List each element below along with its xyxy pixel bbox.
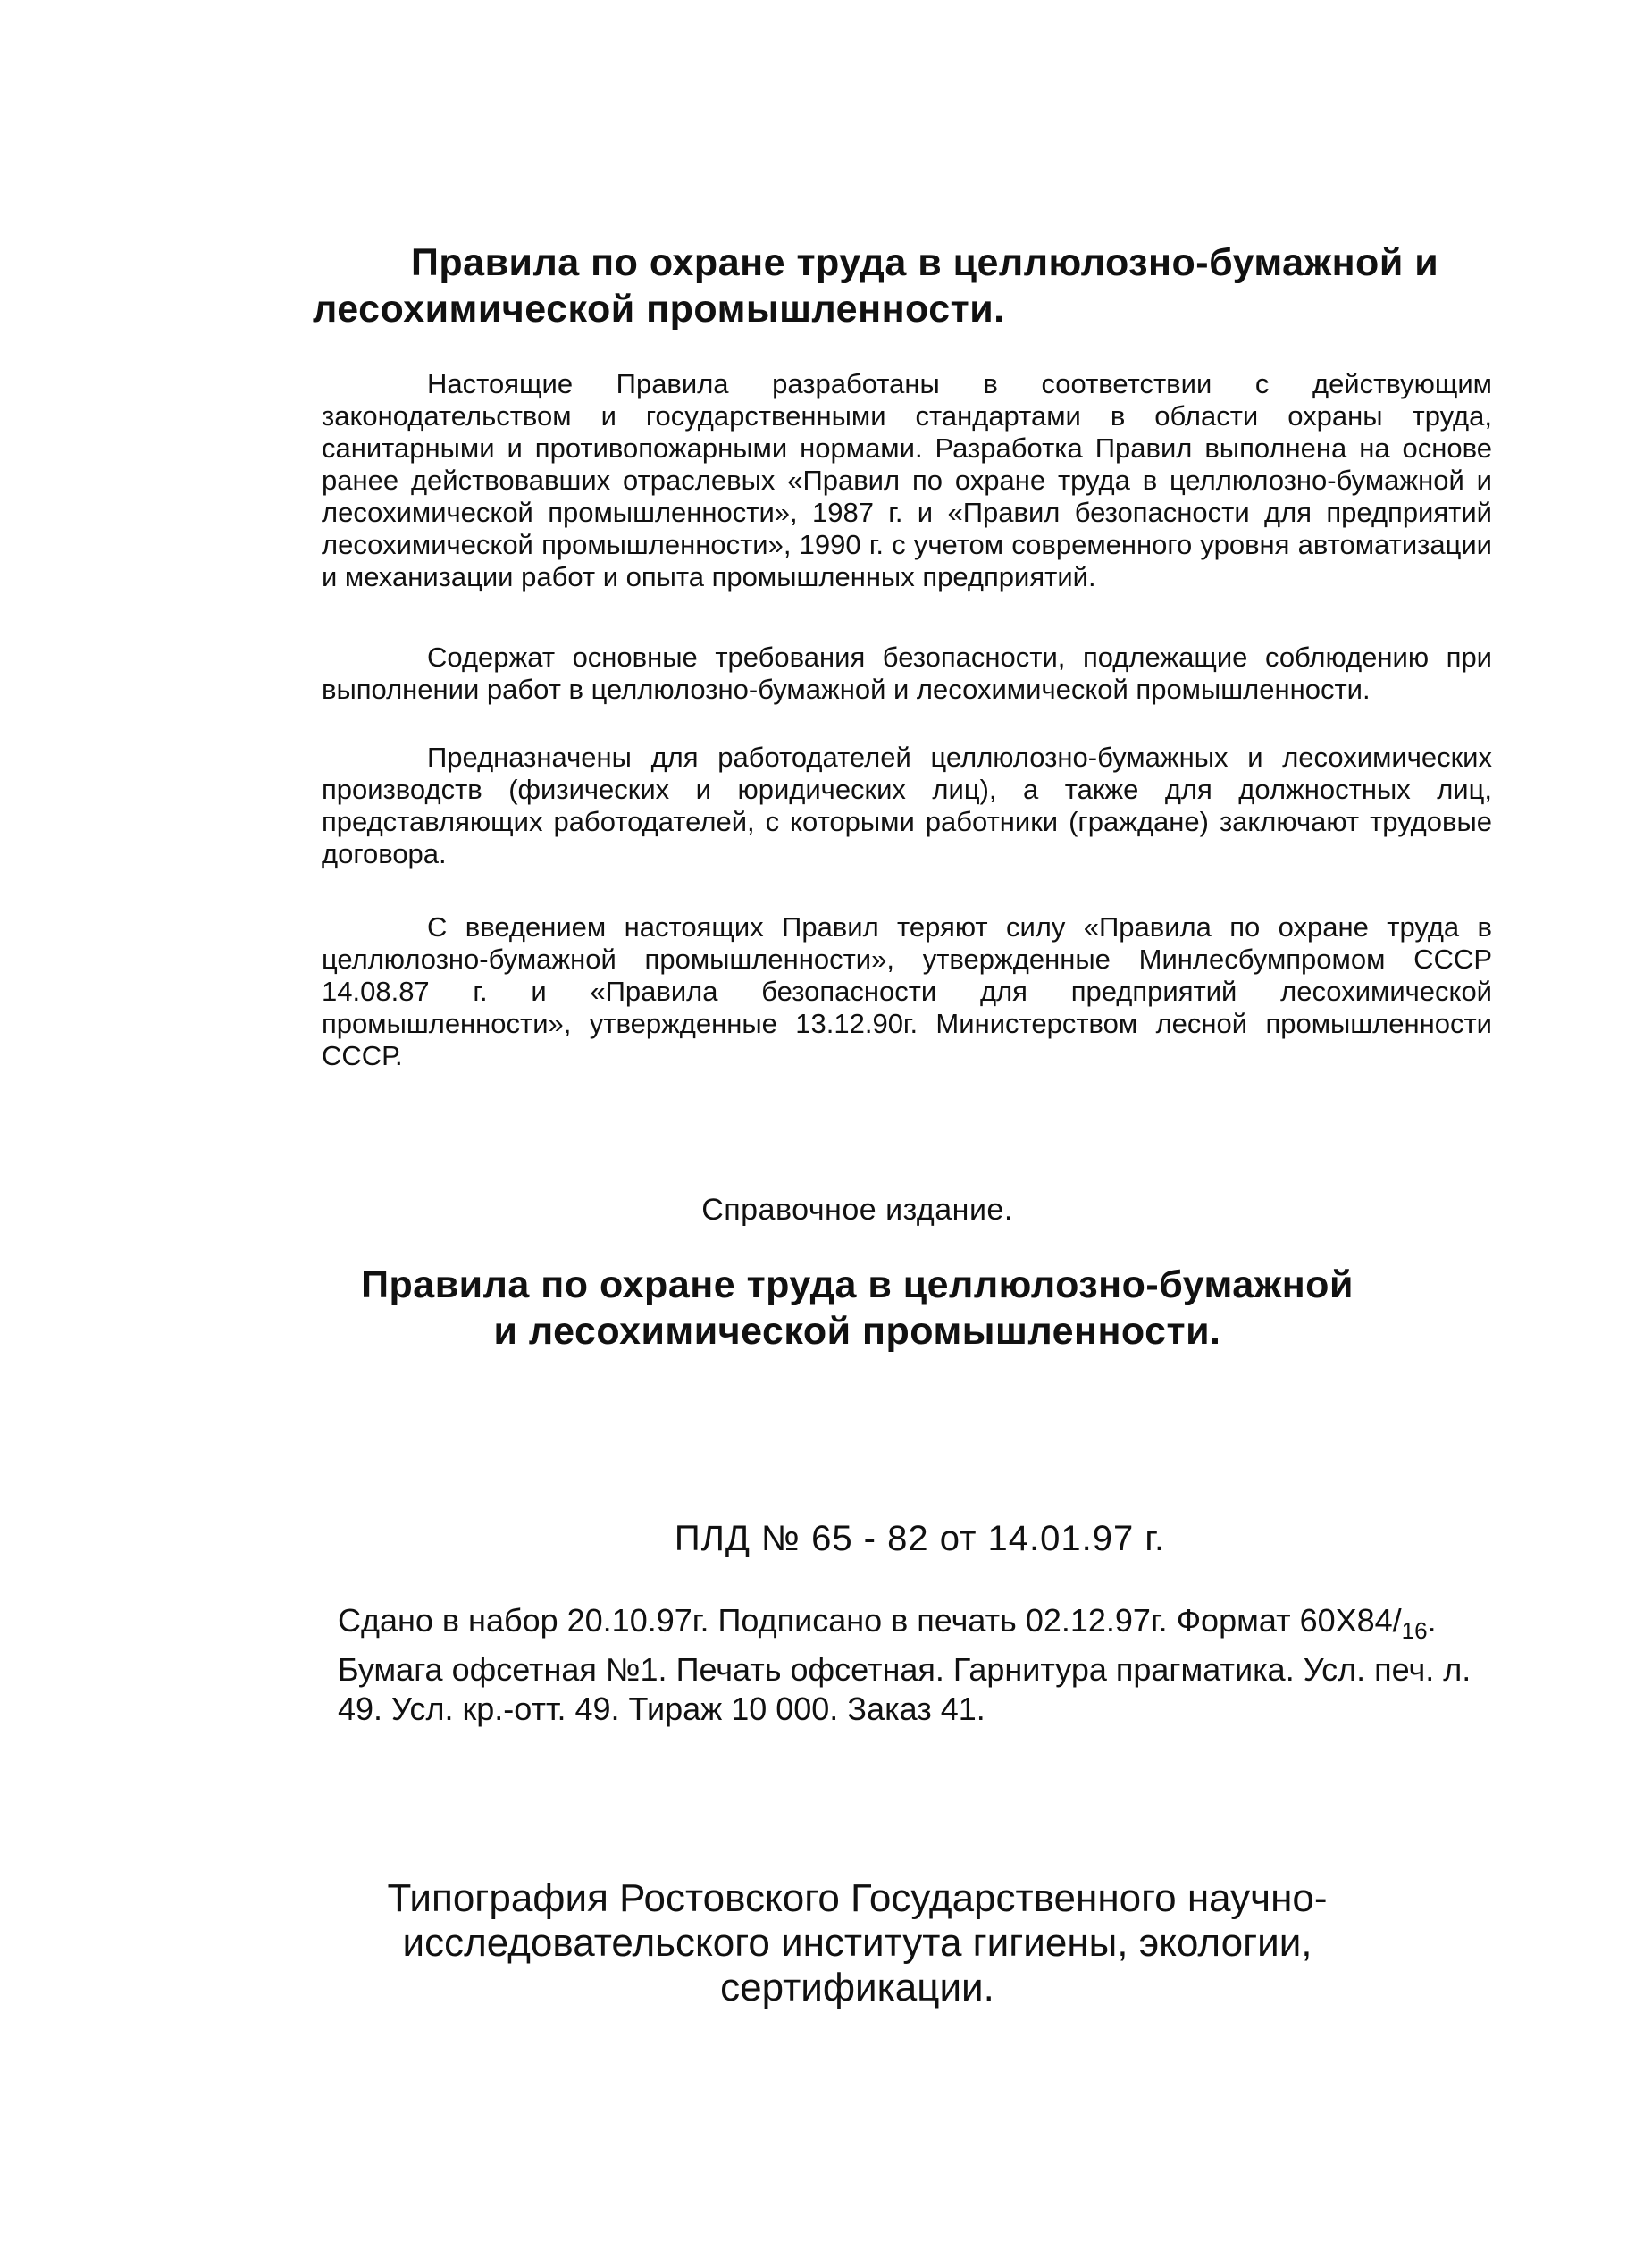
intro-paragraph-4: С введением настоящих Правил теряют силу «Правила по охране труда в целлюлозно-бумажной промышленности», утвержденные Минлесбумпромом СССР 14.08.87 г. и «Правила безопасности для предприятий лесохимической промышленности», утвержденные 13.12.90г. Министерством лесной промышленности СССР. xyxy=(322,911,1492,1071)
document-title-line-1: Правила по охране труда в целлюлозно-бумажной и xyxy=(411,241,1439,284)
reference-title xyxy=(0,1262,1652,1355)
reference-edition-label: Справочное издание. xyxy=(701,1193,1013,1227)
imprint-line-1-main: Сдано в набор 20.10.97г. Подписано в печать 02.12.97г. Формат 60Х84/ xyxy=(338,1602,1402,1639)
printer-line-1: Типография Ростовского Государственного научно- xyxy=(387,1876,1328,1920)
intro-paragraph-2-block xyxy=(322,642,1492,706)
pld-number: ПЛД № 65 - 82 от 14.01.97 г. xyxy=(674,1519,1166,1558)
imprint-line-1 xyxy=(338,1601,1499,1650)
imprint-line-1-end: . xyxy=(1427,1602,1437,1639)
imprint-line-3: 49. Усл. кр.-отт. 49. Тираж 10 000. Заказ 41. xyxy=(338,1690,985,1727)
reference-title-line-1: Правила по охране труда в целлюлозно-бумажной xyxy=(361,1263,1354,1306)
printer-line-3: сертификации. xyxy=(720,1966,994,2009)
reference-title-line-2: и лесохимической промышленности. xyxy=(493,1310,1221,1353)
imprint-format-subscript: 16 xyxy=(1401,1617,1428,1644)
intro-paragraph-1: Настоящие Правила разработаны в соответствии с действующим законодательством и государственными стандартами в области охраны труда, санитарными и противопожарными нормами. Разработка Правил выполнена на основе ранее действовавших отраслевых «Правил по охране труда в целлюлозно-бумажной и лесохимической промышленности», 1987 г. и «Правил безопасности для предприятий лесохимической промышленности», 1990 г. с учетом современного уровня автоматизации и механизации работ и опыта промышленных предприятий. xyxy=(322,368,1492,592)
document-title xyxy=(313,239,1501,332)
imprint-info xyxy=(338,1601,1499,1729)
intro-paragraph-3-block xyxy=(322,742,1492,870)
intro-paragraph-2: Содержат основные требования безопасности, подлежащие соблюдению при выполнении работ в целлюлозно-бумажной и лесохимической промышленности. xyxy=(322,642,1492,705)
imprint-line-2: Бумага офсетная №1. Печать офсетная. Гарнитура прагматика. Усл. печ. л. xyxy=(338,1651,1472,1688)
intro-paragraph-1-block xyxy=(322,368,1492,593)
printer-info xyxy=(0,1876,1652,2010)
intro-paragraph-3: Предназначены для работодателей целлюлозно-бумажных и лесохимических производств (физических и юридических лиц), а также для должностных лиц, представляющих работодателей, с которыми работники (граждане) заключают трудовые договора. xyxy=(322,742,1492,869)
printer-line-2: исследовательского института гигиены, экологии, xyxy=(402,1921,1312,1965)
document-title-line-2: лесохимической промышленности. xyxy=(313,288,1005,331)
intro-paragraph-4-block xyxy=(322,911,1492,1072)
